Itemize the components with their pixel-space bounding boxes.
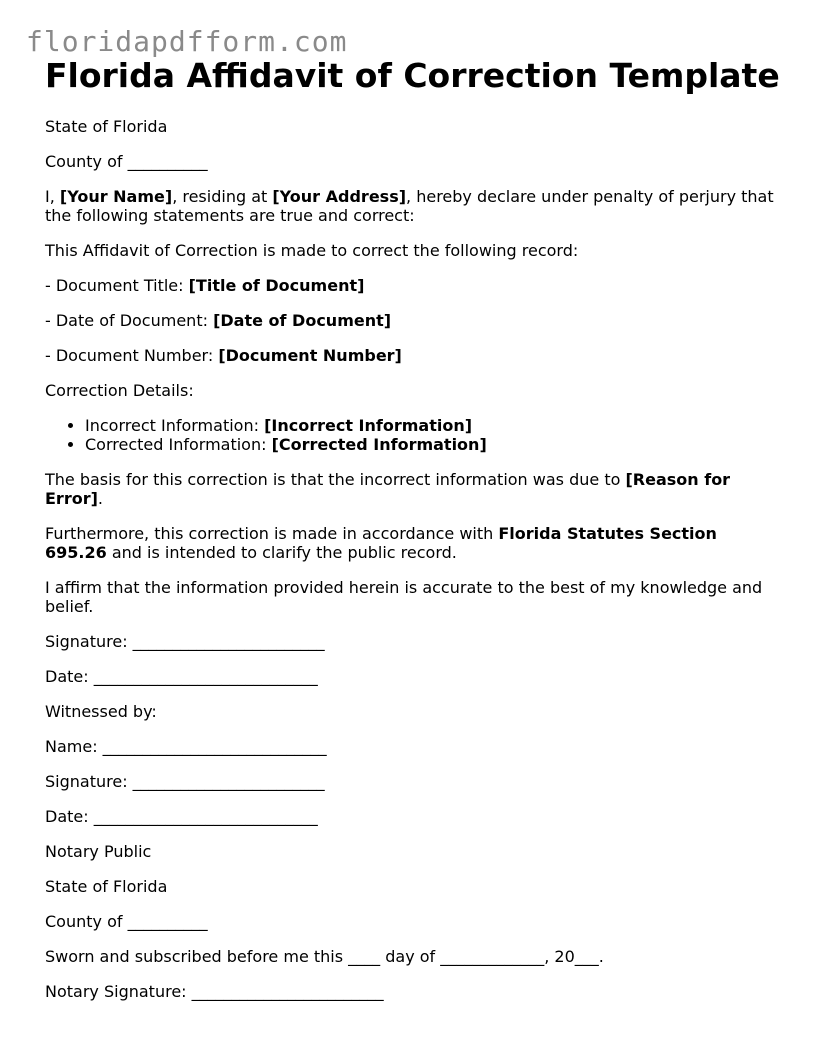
basis-paragraph xyxy=(45,470,775,508)
affiant-date-line: Date: ____________________________ xyxy=(45,667,318,686)
incorrect-info-item xyxy=(85,416,775,435)
notary-heading: Notary Public xyxy=(45,842,152,861)
page-title: Florida Affidavit of Correction Template xyxy=(45,56,780,95)
declaration-suffix: , hereby declare under penalty of perjury that the following statements are true and correct: xyxy=(45,187,774,225)
incorrect-info-label: Incorrect Information: xyxy=(85,416,265,435)
notary-sworn-line: Sworn and subscribed before me this ____ day of _____________, 20___. xyxy=(45,947,604,966)
document-number-line xyxy=(45,346,775,365)
purpose-line: This Affidavit of Correction is made to correct the following record: xyxy=(45,241,579,260)
notary-state-line: State of Florida xyxy=(45,877,168,896)
document-title-placeholder: [Title of Document] xyxy=(188,276,365,295)
incorrect-info-placeholder: [Incorrect Information] xyxy=(264,416,473,435)
notary-county-line: County of __________ xyxy=(45,912,208,931)
document-number-placeholder: [Document Number] xyxy=(218,346,402,365)
reason-placeholder: [Reason for Error] xyxy=(45,470,731,508)
correction-list xyxy=(45,416,775,454)
basis-prefix: The basis for this correction is that the incorrect information was due to xyxy=(45,470,626,489)
your-name-placeholder: [Your Name] xyxy=(59,187,173,206)
basis-suffix: . xyxy=(97,489,103,508)
correction-details-heading: Correction Details: xyxy=(45,381,194,400)
document-title-line xyxy=(45,276,775,295)
corrected-info-item xyxy=(85,435,775,454)
statute-paragraph xyxy=(45,524,775,562)
corrected-info-placeholder: [Corrected Information] xyxy=(271,435,487,454)
county-line: County of __________ xyxy=(45,152,208,171)
declaration-paragraph xyxy=(45,187,775,225)
statute-suffix: and is intended to clarify the public record. xyxy=(106,543,457,562)
notary-signature-line: Notary Signature: ________________________ xyxy=(45,982,384,1001)
statute-section: Florida Statutes Section 695.26 xyxy=(45,524,717,562)
corrected-info-label: Corrected Information: xyxy=(85,435,272,454)
witness-name-line: Name: ____________________________ xyxy=(45,737,327,756)
document-date-placeholder: [Date of Document] xyxy=(213,311,392,330)
state-line: State of Florida xyxy=(45,117,168,136)
witness-signature-line: Signature: ________________________ xyxy=(45,772,325,791)
affiant-signature-line: Signature: ________________________ xyxy=(45,632,325,651)
document-date-label: - Date of Document: xyxy=(45,311,214,330)
document-title-label: - Document Title: xyxy=(45,276,189,295)
document-number-label: - Document Number: xyxy=(45,346,219,365)
witness-date-line: Date: ____________________________ xyxy=(45,807,318,826)
site-watermark: floridapdfform.com xyxy=(26,25,348,58)
document-date-line xyxy=(45,311,775,330)
declaration-mid: , residing at xyxy=(172,187,273,206)
statute-prefix: Furthermore, this correction is made in accordance with xyxy=(45,524,499,543)
your-address-placeholder: [Your Address] xyxy=(272,187,407,206)
witness-heading: Witnessed by: xyxy=(45,702,157,721)
affidavit-body xyxy=(45,117,775,1017)
affirmation-paragraph: I affirm that the information provided herein is accurate to the best of my knowledge and belief. xyxy=(45,578,763,616)
declaration-prefix: I, xyxy=(45,187,60,206)
